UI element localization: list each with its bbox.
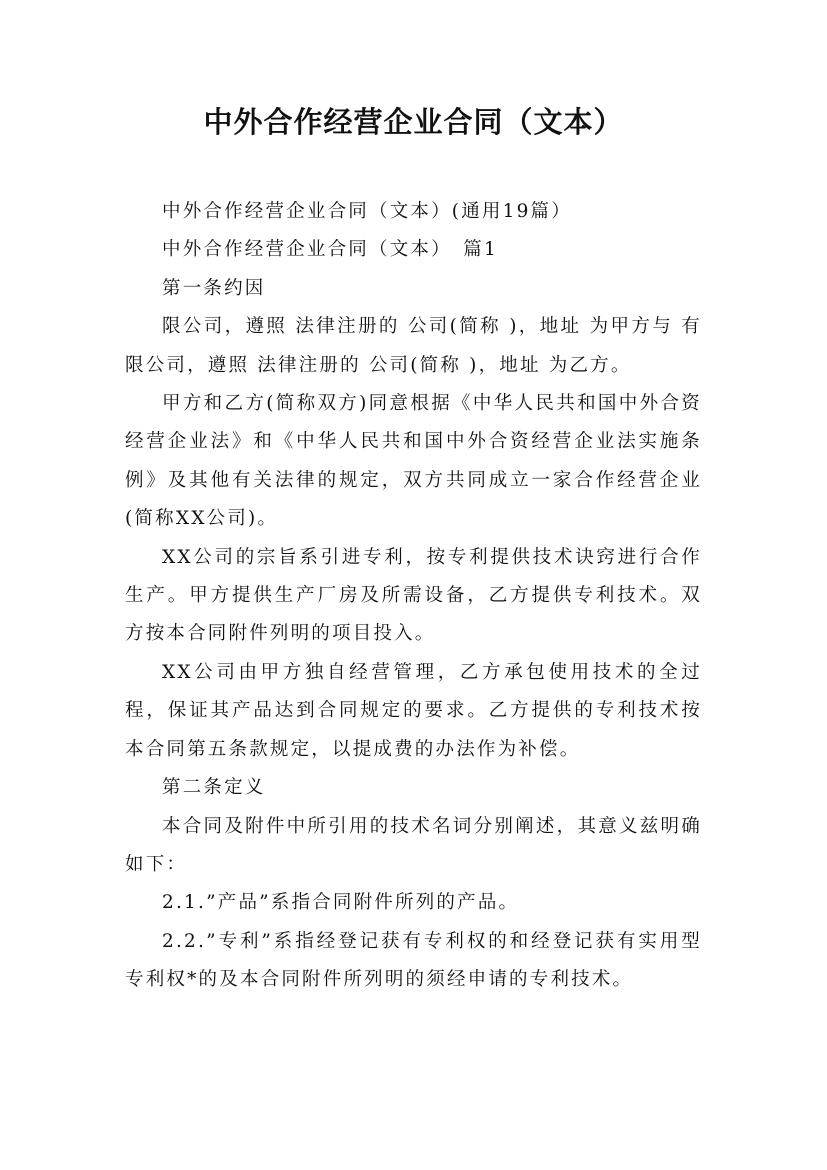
paragraph: 甲方和乙方(简称双方)同意根据《中华人民共和国中外合资经营企业法》和《中华人民共和国中外合资经营企业法实施条例》及其他有关法律的规定，双方共同成立一家合作经营企业(简称XX公司)。 xyxy=(125,393,702,530)
paragraph: 第二条定义 xyxy=(162,777,266,799)
paragraph: 2.2.”专利”系指经登记获有专利权的和经登记获有实用型专利权*的及本合同附件所列明的须经申请的专利技术。 xyxy=(125,930,702,991)
paragraph: 中外合作经营企业合同（文本）(通用19篇） xyxy=(162,201,572,222)
paragraph: XX公司由甲方独自经营管理，乙方承包使用技术的全过程，保证其产品达到合同规定的要求。乙方提供的专利技术按本合同第五条款规定，以提成费的办法作为补偿。 xyxy=(125,661,702,760)
document-body xyxy=(125,193,702,1000)
paragraph: 第一条约因 xyxy=(162,277,266,299)
paragraph: 本合同及附件中所引用的技术名词分别阐述，其意义兹明确如下： xyxy=(125,815,702,875)
paragraph: XX公司的宗旨系引进专利，按专利提供技术诀窍进行合作生产。甲方提供生产厂房及所需设备，乙方提供专利技术。双方按本合同附件列明的项目投入。 xyxy=(125,546,702,645)
document-title: 中外合作经营企业合同（文本） xyxy=(203,105,624,139)
paragraph: 中外合作经营企业合同（文本） 篇1 xyxy=(162,239,498,261)
paragraph: 限公司，遵照 法律注册的 公司(简称 )，地址 为甲方与 有限公司，遵照 法律注册的 公司(简称 )，地址 为乙方。 xyxy=(125,316,702,376)
paragraph: 2.1.”产品”系指合同附件所列的产品。 xyxy=(162,892,520,914)
